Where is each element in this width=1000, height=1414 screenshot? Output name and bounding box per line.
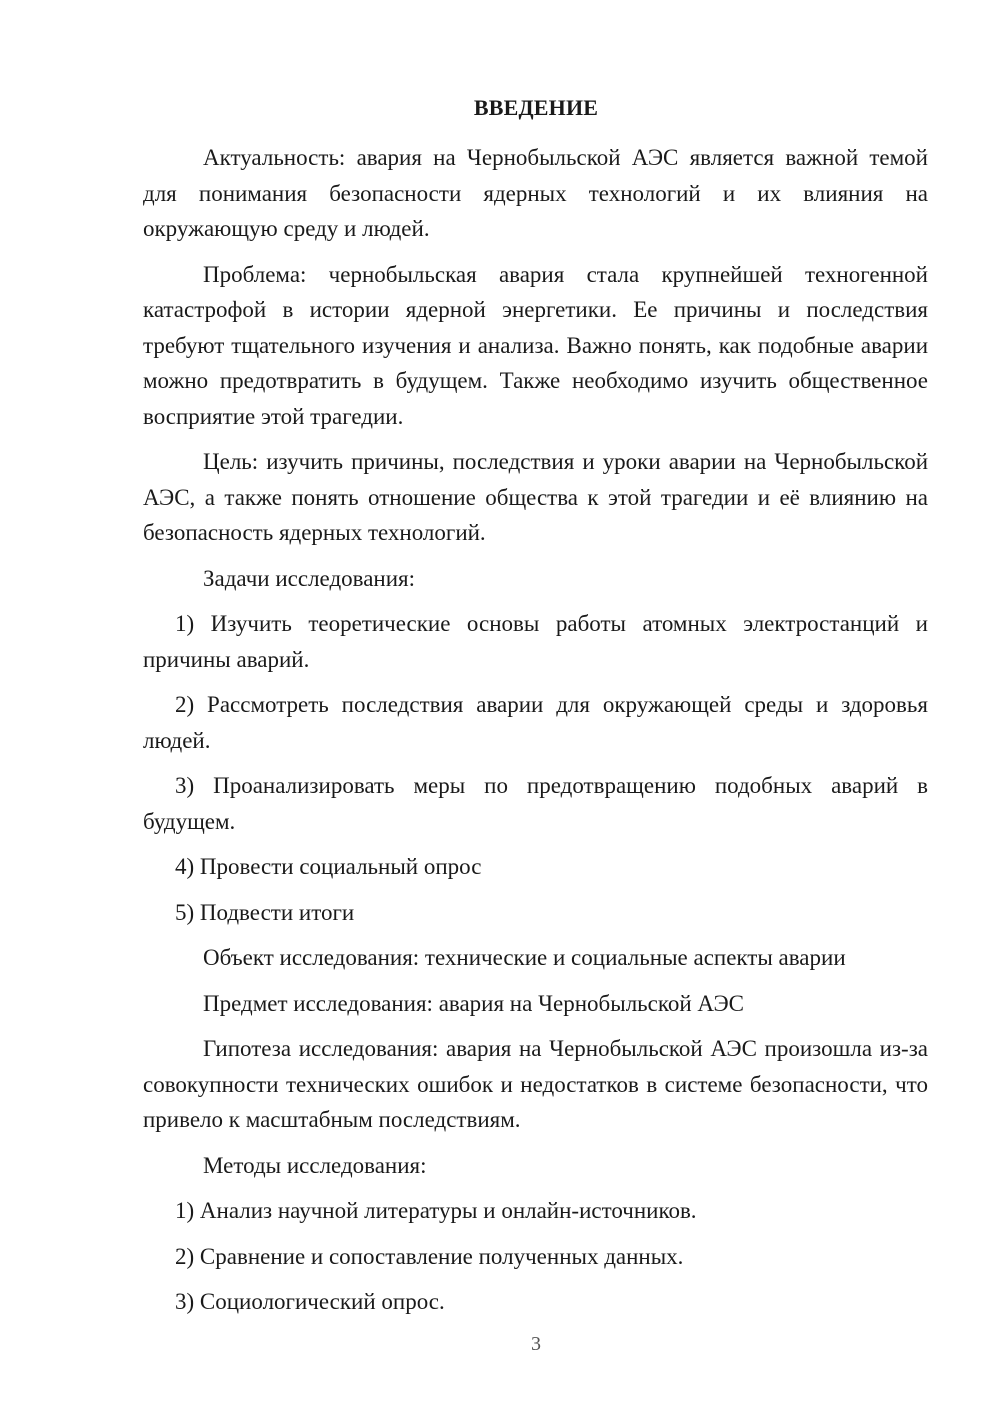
task-item: 1) Изучить теоретические основы работы атомных электростанций и причины аварий. (143, 611, 928, 672)
page-number: 3 (531, 1333, 541, 1355)
method-item: 2) Сравнение и сопоставление полученных данных. (175, 1243, 684, 1269)
problem-paragraph: Проблема: чернобыльская авария стала крупнейшей техногенной катастрофой в истории ядерной энергетики. Ее причины и последствия требуют тщательного изучения и анализа. Важно понять, как подобные аварии можно предотвратить в будущем. Также необходимо изучить общественное восприятие этой трагедии. (143, 261, 928, 429)
section-heading: ВВЕДЕНИЕ (473, 95, 599, 120)
tasks-heading: Задачи исследования: (203, 565, 416, 591)
methods-heading: Методы исследования: (203, 1152, 427, 1178)
relevance-paragraph: Актуальность: авария на Чернобыльской АЭС является важной темой для понимания безопасности ядерных технологий и их влияния на окружающую среду и людей. (143, 145, 928, 241)
task-item: 2) Рассмотреть последствия аварии для окружающей среды и здоровья людей. (143, 692, 928, 753)
task-item: 3) Проанализировать меры по предотвращению подобных аварий в будущем. (143, 773, 928, 834)
task-item: 5) Подвести итоги (175, 899, 355, 925)
research-object: Объект исследования: технические и социальные аспекты аварии (203, 945, 846, 970)
research-hypothesis: Гипотеза исследования: авария на Чернобыльской АЭС произошла из-за совокупности технических ошибок и недостатков в системе безопасности, что привело к масштабным последствиям. (143, 1036, 928, 1132)
method-item: 1) Анализ научной литературы и онлайн-источников. (175, 1198, 697, 1223)
document-body (143, 140, 928, 1330)
goal-paragraph: Цель: изучить причины, последствия и уроки аварии на Чернобыльской АЭС, а также понять отношение общества к этой трагедии и её влиянию на безопасность ядерных технологий. (143, 449, 928, 545)
research-subject: Предмет исследования: авария на Чернобыльской АЭС (203, 990, 744, 1016)
task-item: 4) Провести социальный опрос (175, 854, 482, 879)
method-item: 3) Социологический опрос. (175, 1289, 445, 1314)
